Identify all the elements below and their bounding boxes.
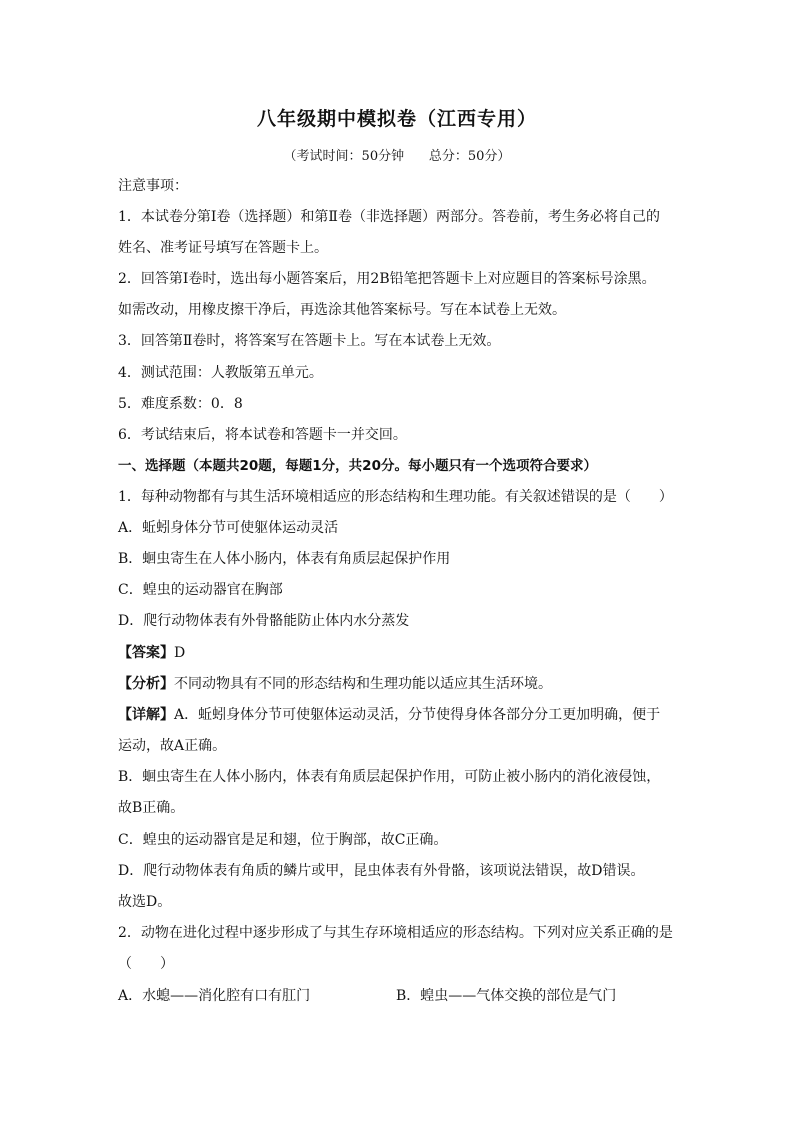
question-2-stem-cont: （ ）: [118, 956, 174, 972]
question-2-option-b: B．蝗虫——气体交换的部位是气门: [396, 988, 617, 1004]
detail-text: A．蚯蚓身体分节可使躯体运动灵活，分节使得身体各部分分工更加明确，便于: [174, 707, 661, 723]
question-2-stem: 2．动物在进化过程中逐步形成了与其生存环境相适应的形态结构。下列对应关系正确的是: [118, 925, 673, 941]
detail-text: 故选D。: [118, 894, 172, 910]
analysis-line: [118, 674, 552, 694]
detail-tag: 【详解】: [118, 707, 174, 723]
notice-item: 如需改动，用橡皮擦干净后，再选涂其他答案标号。写在本试卷上无效。: [118, 302, 566, 318]
detail-text: D．爬行动物体表有角质的鳞片或甲，昆虫体表有外骨骼，该项说法错误，故D错误。: [118, 863, 645, 879]
answer-value: D: [174, 645, 186, 661]
notice-item: 1．本试卷分第Ⅰ卷（选择题）和第Ⅱ卷（非选择题）两部分。答卷前，考生务必将自己的: [118, 209, 660, 225]
detail-text: 运动，故A正确。: [118, 738, 227, 754]
notice-item: 4．测试范围：人教版第五单元。: [118, 365, 323, 381]
answer-tag: 【答案】: [118, 645, 174, 661]
notice-item: 2．回答第Ⅰ卷时，选出每小题答案后，用2B铅笔把答题卡上对应题目的答案标号涂黑。: [118, 271, 656, 287]
question-1-option-b: B．蛔虫寄生在人体小肠内，体表有角质层起保护作用: [118, 551, 451, 567]
analysis-tag: 【分析】: [118, 676, 174, 692]
answer-line: [118, 643, 185, 663]
notice-item: 5．难度系数：0．8: [118, 396, 243, 412]
detail-text: C．蝗虫的运动器官是足和翅，位于胸部，故C正确。: [118, 832, 448, 848]
detail-text: B．蛔虫寄生在人体小肠内，体表有角质层起保护作用，可防止被小肠内的消化液侵蚀，: [118, 769, 661, 785]
question-1-option-d: D．爬行动物体表有外骨骼能防止体内水分蒸发: [118, 613, 410, 629]
detail-line: [118, 705, 660, 725]
question-1-stem: 1．每种动物都有与其生活环境相适应的形态结构和生理功能。有关叙述错误的是（ ）: [118, 489, 673, 505]
question-2-option-a: A．水螅——消化腔有口有肛门: [118, 988, 311, 1004]
notice-heading: 注意事项：: [118, 178, 188, 194]
notice-item: 3．回答第Ⅱ卷时，将答案写在答题卡上。写在本试卷上无效。: [118, 333, 501, 349]
section-heading: 一、选择题（本题共20题，每题1分，共20分。每小题只有一个选项符合要求）: [118, 458, 597, 474]
question-1-option-c: C．蝗虫的运动器官在胸部: [118, 582, 283, 598]
question-1-option-a: A．蚯蚓身体分节可使躯体运动灵活: [118, 520, 339, 536]
notice-item: 6．考试结束后，将本试卷和答题卡一并交回。: [118, 427, 407, 443]
detail-text: 故B正确。: [118, 800, 185, 816]
notice-item: 姓名、准考证号填写在答题卡上。: [118, 240, 328, 256]
page-title: 八年级期中模拟卷（江西专用）: [256, 108, 537, 130]
analysis-text: 不同动物具有不同的形态结构和生理功能以适应其生活环境。: [174, 676, 552, 692]
exam-info: （考试时间：50分钟 总分：50分）: [283, 149, 511, 164]
